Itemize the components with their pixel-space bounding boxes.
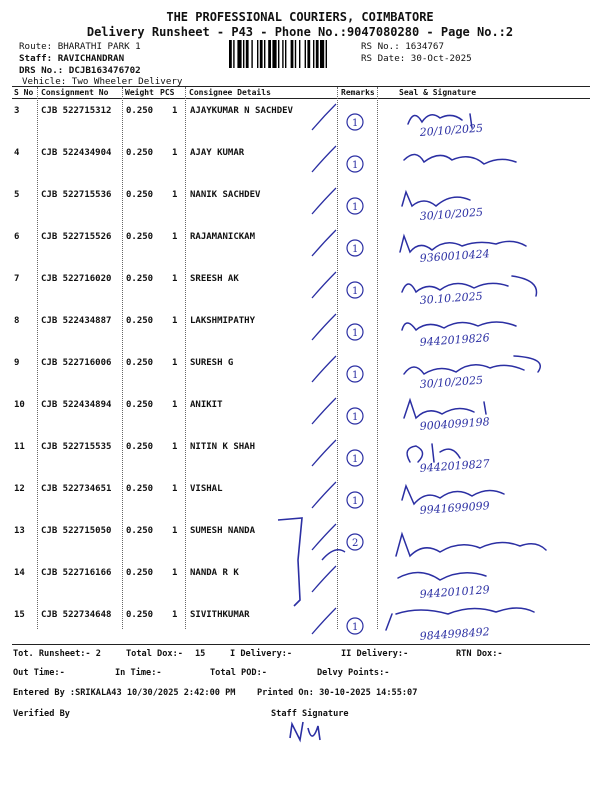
table-row [12, 142, 590, 184]
row-sno: 5 [14, 190, 20, 200]
row-sno: 9 [14, 358, 20, 368]
row-sno: 7 [14, 274, 20, 284]
drs-number: DRS No.: DCJB163476702 [19, 65, 141, 76]
row-pcs: 1 [172, 148, 178, 158]
remark-number: 1 [352, 286, 359, 297]
company-title: THE PROFESSIONAL COURIERS, COIMBATORE [166, 10, 434, 24]
table-top-rule [12, 86, 590, 87]
row-sno: 3 [14, 106, 20, 116]
handwritten-number: 30/10/2025 [419, 373, 484, 391]
row-weight: 0.250 [126, 442, 154, 452]
row-sno: 8 [14, 316, 20, 326]
handwritten-number: 9941699099 [419, 499, 491, 517]
row-pcs: 1 [172, 484, 178, 494]
row-sno: 14 [14, 568, 25, 578]
col-header-signature: Seal & Signature [399, 88, 477, 97]
table-row [12, 604, 590, 646]
table-row [12, 226, 590, 268]
row-consignee: NANDA R K [190, 568, 239, 578]
remark-number: 1 [352, 244, 359, 255]
entered-by: Entered By :SRIKALA43 10/30/2025 2:42:00 PM [13, 688, 236, 698]
table-header-rule [12, 98, 590, 99]
remark-number: 1 [352, 160, 359, 171]
col-header-pcs: PCS [160, 88, 175, 97]
staff: Staff: RAVICHANDRAN [19, 53, 125, 64]
remark-number: 1 [352, 118, 359, 129]
row-consignment-no: CJB 522734651 [41, 484, 112, 494]
row-consignee: RAJAMANICKAM [190, 232, 256, 242]
row-weight: 0.250 [126, 106, 154, 116]
col-header-remarks: Remarks [341, 88, 375, 97]
table-row [12, 184, 590, 226]
out-time: Out Time:- [13, 668, 65, 678]
row-weight: 0.250 [126, 316, 154, 326]
row-sno: 4 [14, 148, 20, 158]
row-consignee: SURESH G [190, 358, 234, 368]
row-weight: 0.250 [126, 358, 154, 368]
row-pcs: 1 [172, 442, 178, 452]
row-weight: 0.250 [126, 568, 154, 578]
remark-number: 1 [352, 454, 359, 465]
vehicle: Vehicle: Two Wheeler Delivery [22, 76, 183, 87]
table-row [12, 520, 590, 562]
row-consignment-no: CJB 522434904 [41, 148, 112, 158]
handwritten-number: 30.10.2025 [419, 289, 484, 307]
col-header-sno: S No [14, 88, 34, 97]
row-consignment-no: CJB 522434894 [41, 400, 112, 410]
row-consignee: SIVITHKUMAR [190, 610, 250, 620]
row-weight: 0.250 [126, 274, 154, 284]
row-pcs: 1 [172, 400, 178, 410]
row-sno: 11 [14, 442, 25, 452]
remark-number: 1 [352, 622, 359, 633]
total-pod: Total POD:- [210, 668, 267, 678]
row-consignee: SREESH AK [190, 274, 239, 284]
route: Route: BHARATHI PARK 1 [19, 41, 141, 52]
row-pcs: 1 [172, 274, 178, 284]
col-header-weight: Weight [125, 88, 154, 97]
col-header-consignee: Consignee Details [189, 88, 271, 97]
table-row [12, 268, 590, 310]
total-runsheet: Tot. Runsheet:- 2 [13, 649, 101, 659]
handwritten-number: 9442019827 [419, 457, 491, 475]
row-consignment-no: CJB 522716166 [41, 568, 112, 578]
row-consignee: ANIKIT [190, 400, 223, 410]
row-pcs: 1 [172, 106, 178, 116]
remark-number: 1 [352, 412, 359, 423]
table-row [12, 100, 590, 142]
handwritten-number: 20/10/2025 [419, 121, 484, 139]
row-weight: 0.250 [126, 190, 154, 200]
delivery-points: Delvy Points:- [317, 668, 390, 678]
row-sno: 6 [14, 232, 20, 242]
row-consignee: AJAYKUMAR N SACHDEV [190, 106, 293, 116]
table-bottom-rule [12, 644, 590, 645]
i-delivery: I Delivery:- [230, 649, 293, 659]
row-weight: 0.250 [126, 484, 154, 494]
table-row [12, 310, 590, 352]
table-row [12, 352, 590, 394]
handwritten-number: 9844998492 [419, 625, 491, 643]
handwritten-number: 9004099198 [419, 415, 491, 433]
remark-number: 1 [352, 202, 359, 213]
row-weight: 0.250 [126, 610, 154, 620]
staff-signature-icon [290, 722, 320, 740]
row-weight: 0.250 [126, 400, 154, 410]
row-weight: 0.250 [126, 526, 154, 536]
row-sno: 15 [14, 610, 25, 620]
remark-number: 2 [352, 538, 359, 549]
col-header-consignment: Consignment No [41, 88, 109, 97]
rtn-dox: RTN Dox:- [456, 649, 503, 659]
barcode-icon [229, 40, 359, 68]
row-consignment-no: CJB 522715050 [41, 526, 112, 536]
row-sno: 10 [14, 400, 25, 410]
rs-date: RS Date: 30-Oct-2025 [361, 53, 472, 64]
row-pcs: 1 [172, 610, 178, 620]
row-weight: 0.250 [126, 148, 154, 158]
ii-delivery: II Delivery:- [341, 649, 409, 659]
handwritten-number: 9360010424 [419, 247, 491, 265]
row-consignee: LAKSHMIPATHY [190, 316, 256, 326]
printed-on: Printed On: 30-10-2025 14:55:07 [257, 688, 418, 698]
table-row [12, 562, 590, 604]
row-pcs: 1 [172, 358, 178, 368]
row-consignment-no: CJB 522734648 [41, 610, 112, 620]
row-consignee: SUMESH NANDA [190, 526, 256, 536]
row-consignment-no: CJB 522715526 [41, 232, 112, 242]
in-time: In Time:- [115, 668, 162, 678]
table-row [12, 478, 590, 520]
table-row [12, 436, 590, 478]
row-sno: 12 [14, 484, 25, 494]
row-consignee: VISHAL [190, 484, 223, 494]
row-consignee: AJAY KUMAR [190, 148, 245, 158]
handwritten-number: 9442010129 [419, 583, 491, 601]
remark-number: 1 [352, 496, 359, 507]
row-pcs: 1 [172, 190, 178, 200]
remark-number: 1 [352, 370, 359, 381]
row-consignee: NANIK SACHDEV [190, 190, 261, 200]
row-consignment-no: CJB 522715535 [41, 442, 112, 452]
row-pcs: 1 [172, 316, 178, 326]
row-consignment-no: CJB 522716006 [41, 358, 112, 368]
table-row [12, 394, 590, 436]
row-consignee: NITIN K SHAH [190, 442, 256, 452]
row-pcs: 1 [172, 568, 178, 578]
handwritten-number: 9442019826 [419, 331, 491, 349]
total-dox-value: 15 [195, 649, 206, 659]
remark-number: 1 [352, 328, 359, 339]
total-dox-label: Total Dox:- [126, 649, 183, 659]
row-consignment-no: CJB 522716020 [41, 274, 112, 284]
row-sno: 13 [14, 526, 25, 536]
verified-by: Verified By [13, 709, 70, 719]
row-weight: 0.250 [126, 232, 154, 242]
rs-number: RS No.: 1634767 [361, 41, 444, 52]
row-consignment-no: CJB 522434887 [41, 316, 112, 326]
staff-signature-label: Staff Signature [271, 709, 349, 719]
handwritten-number: 30/10/2025 [419, 205, 484, 223]
runsheet-subtitle: Delivery Runsheet - P43 - Phone No.:9047080280 - Page No.:2 [86, 25, 514, 39]
row-pcs: 1 [172, 232, 178, 242]
row-consignment-no: CJB 522715312 [41, 106, 112, 116]
row-consignment-no: CJB 522715536 [41, 190, 112, 200]
row-pcs: 1 [172, 526, 178, 536]
